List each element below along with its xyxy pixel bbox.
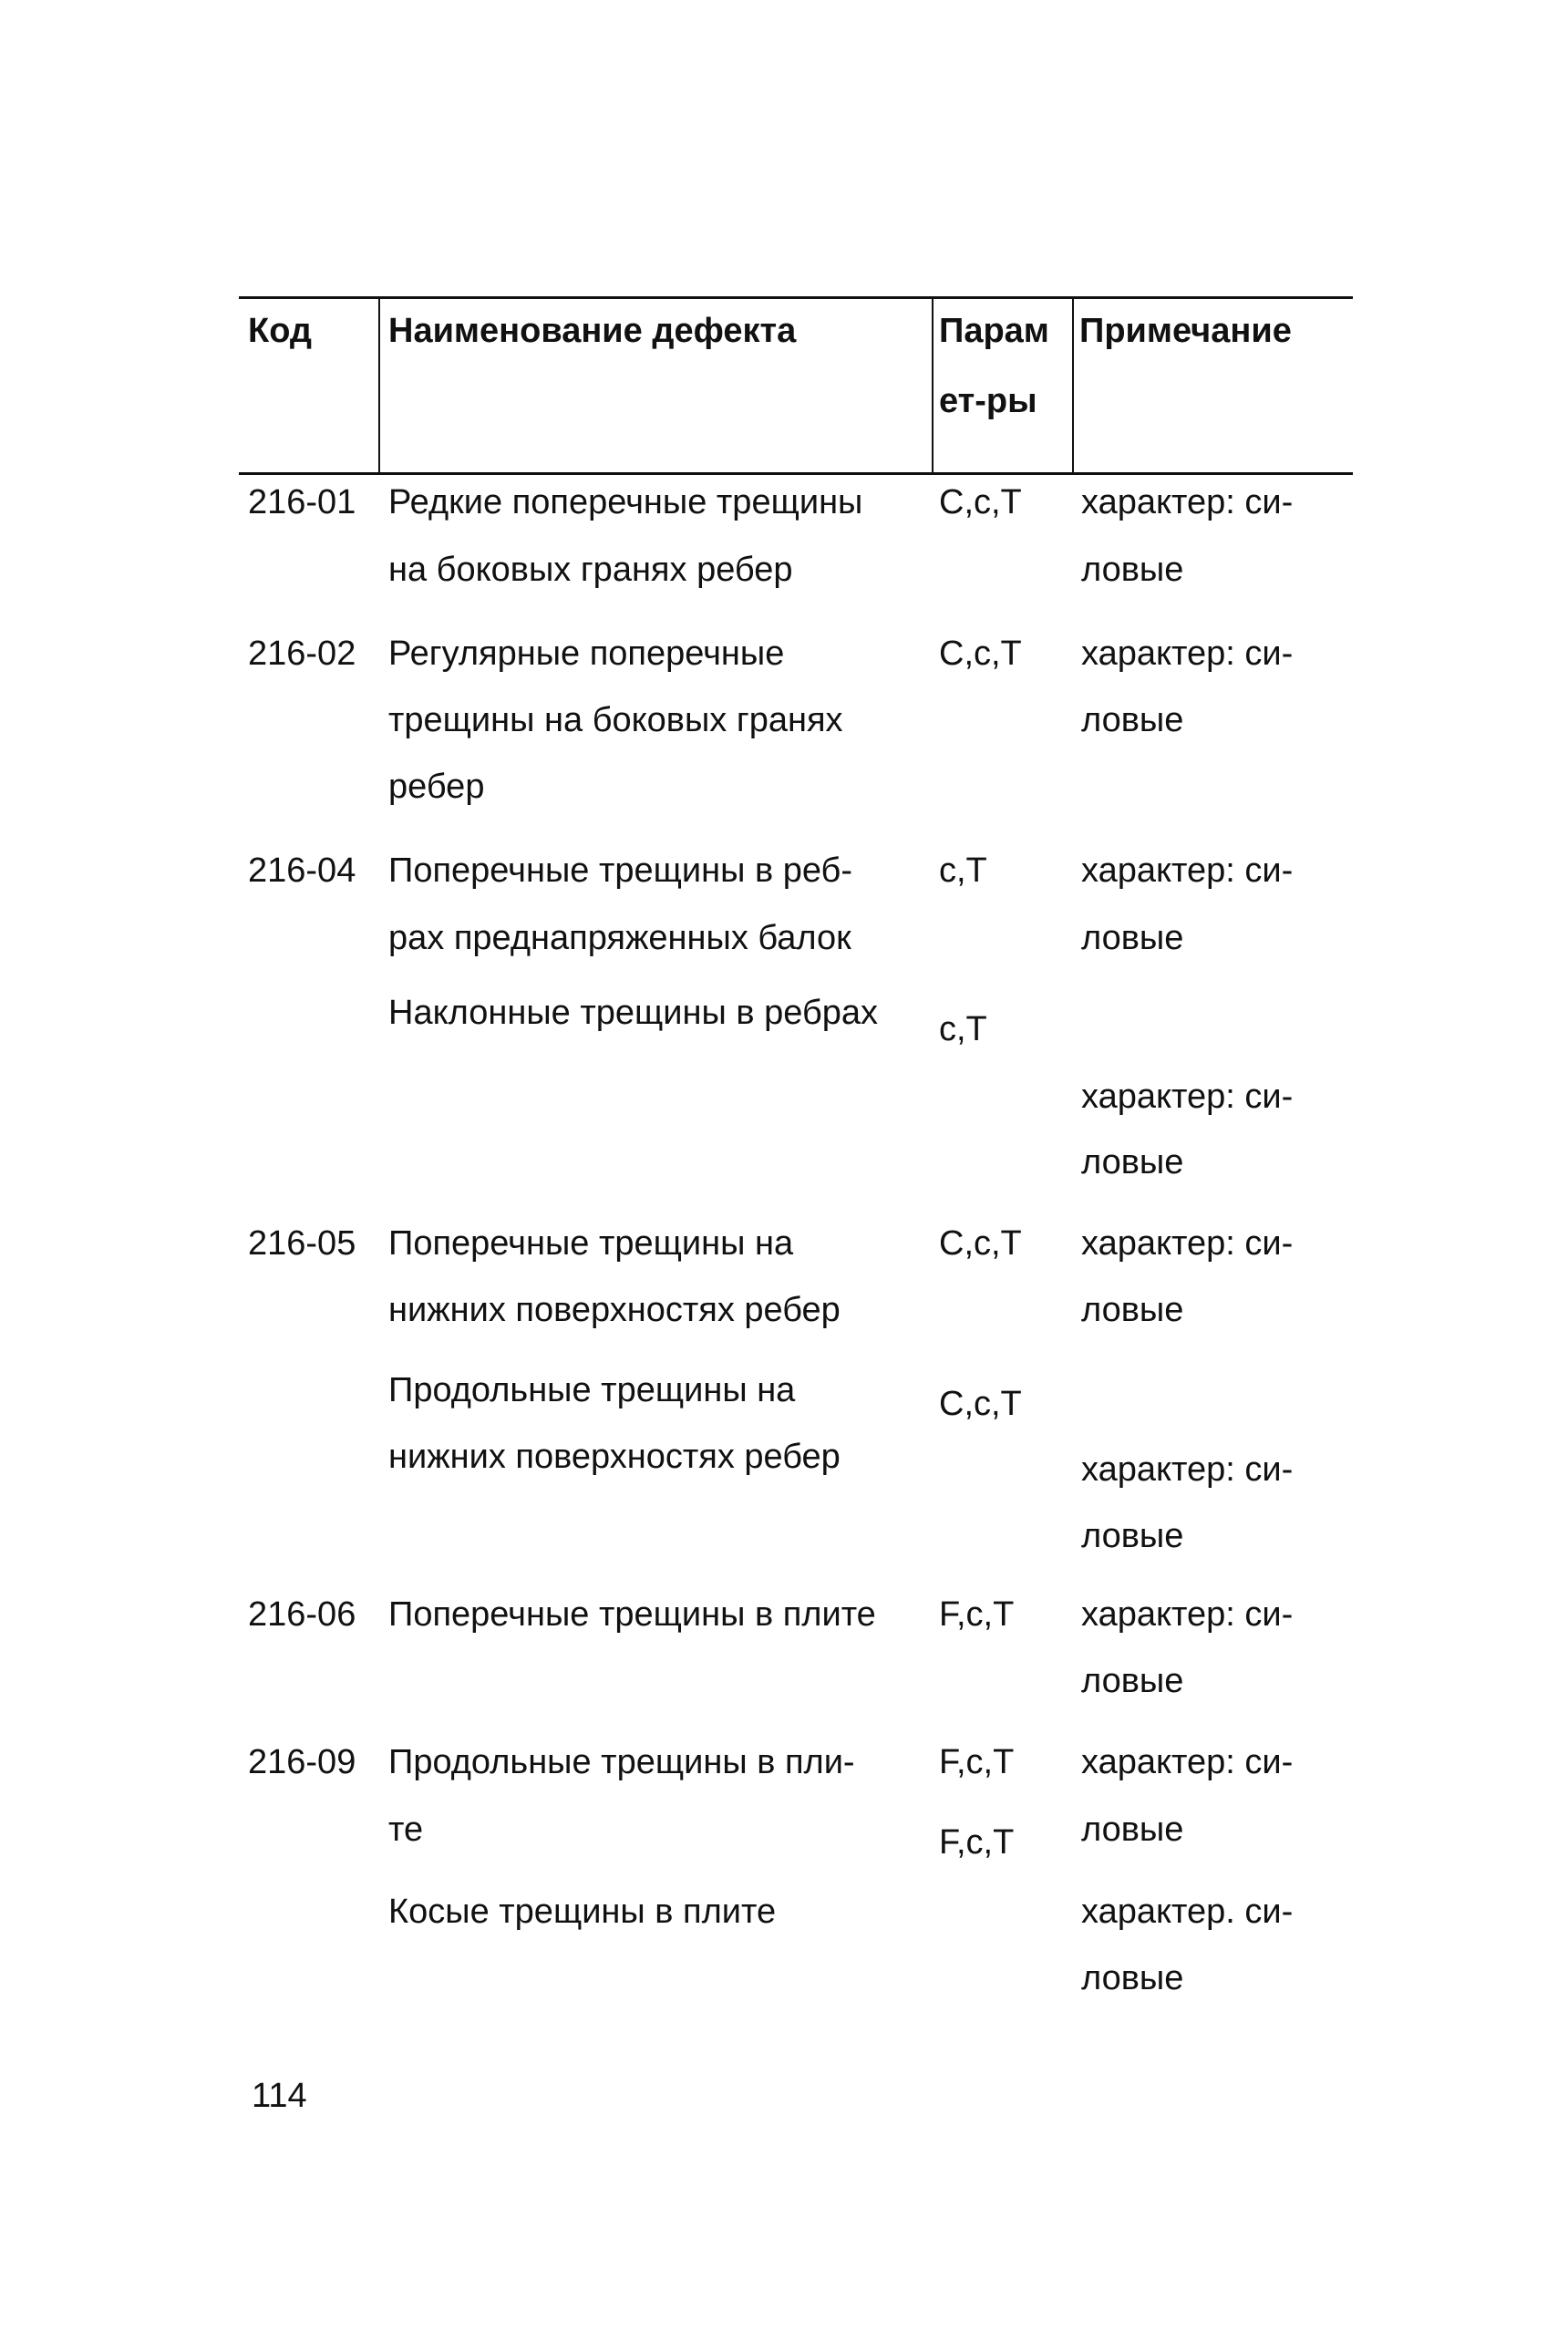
row-name-line: трещины на боковых гранях [388, 701, 843, 739]
row-params: F,с,Т [939, 1595, 1015, 1634]
row-name-line: Поперечные трещины в реб- [388, 851, 852, 890]
row-note-line: характер: си- [1081, 1224, 1294, 1263]
row-note-line: характер: си- [1081, 851, 1294, 890]
row-name-line: Поперечные трещины в плите [388, 1595, 876, 1634]
row-code: 216-02 [248, 635, 356, 673]
row-name-line: Косые трещины в плите [388, 1893, 777, 1931]
row-note-line: характер. си- [1081, 1893, 1294, 1931]
row-params: с,Т [939, 1010, 987, 1048]
row-note-line: ловые [1081, 919, 1184, 957]
row-note-line: ловые [1081, 1811, 1184, 1849]
row-params: С,с,Т [939, 635, 1022, 673]
row-code: 216-09 [248, 1743, 356, 1781]
row-note-line: ловые [1081, 1143, 1184, 1181]
row-code: 216-04 [248, 851, 356, 890]
header-params-line1: Парам [939, 312, 1049, 350]
row-note-line: ловые [1081, 701, 1184, 739]
row-params: F,с,Т [939, 1743, 1015, 1781]
row-name-line: ребер [388, 768, 485, 806]
row-code: 216-05 [248, 1224, 356, 1263]
row-params: С,с,Т [939, 1224, 1022, 1263]
row-name-line: нижних поверхностях ребер [388, 1438, 841, 1476]
row-note-line: ловые [1081, 1662, 1184, 1700]
row-params: F,с,Т [939, 1823, 1015, 1862]
row-name-line: Продольные трещины на [388, 1371, 796, 1409]
row-note-line: характер: си- [1081, 483, 1294, 521]
row-name-line: нижних поверхностях ребер [388, 1291, 841, 1329]
header-col-divider-3 [1072, 296, 1074, 474]
row-params: С,с,Т [939, 483, 1022, 521]
row-name-line: Редкие поперечные трещины [388, 483, 863, 521]
row-note-line: характер: си- [1081, 1595, 1294, 1634]
row-note-line: ловые [1081, 551, 1184, 589]
header-params-line2: ет-ры [939, 382, 1037, 420]
row-name-line: те [388, 1811, 424, 1849]
page-number: 114 [252, 2077, 307, 2115]
row-note-line: ловые [1081, 1959, 1184, 1997]
row-note-line: ловые [1081, 1517, 1184, 1555]
row-note-line: характер: си- [1081, 1450, 1294, 1489]
row-name-line: Регулярные поперечные [388, 635, 785, 673]
row-note-line: ловые [1081, 1291, 1184, 1329]
row-name-line: Наклонные трещины в ребрах [388, 994, 878, 1032]
row-note-line: характер: си- [1081, 1078, 1294, 1116]
header-code: Код [248, 312, 313, 350]
row-params: С,с,Т [939, 1385, 1022, 1423]
row-name-line: на боковых гранях ребер [388, 551, 793, 589]
header-col-divider-2 [932, 296, 934, 474]
row-note-line: характер: си- [1081, 635, 1294, 673]
header-col-divider-1 [378, 296, 380, 474]
header-name: Наименование дефекта [388, 312, 797, 350]
row-name-line: Продольные трещины в пли- [388, 1743, 855, 1781]
header-note: Примечание [1079, 312, 1292, 350]
row-code: 216-01 [248, 483, 356, 521]
row-params: с,Т [939, 851, 987, 890]
row-name-line: рах преднапряженных балок [388, 919, 851, 957]
row-name-line: Поперечные трещины на [388, 1224, 794, 1263]
row-code: 216-06 [248, 1595, 356, 1634]
row-note-line: характер: си- [1081, 1743, 1294, 1781]
